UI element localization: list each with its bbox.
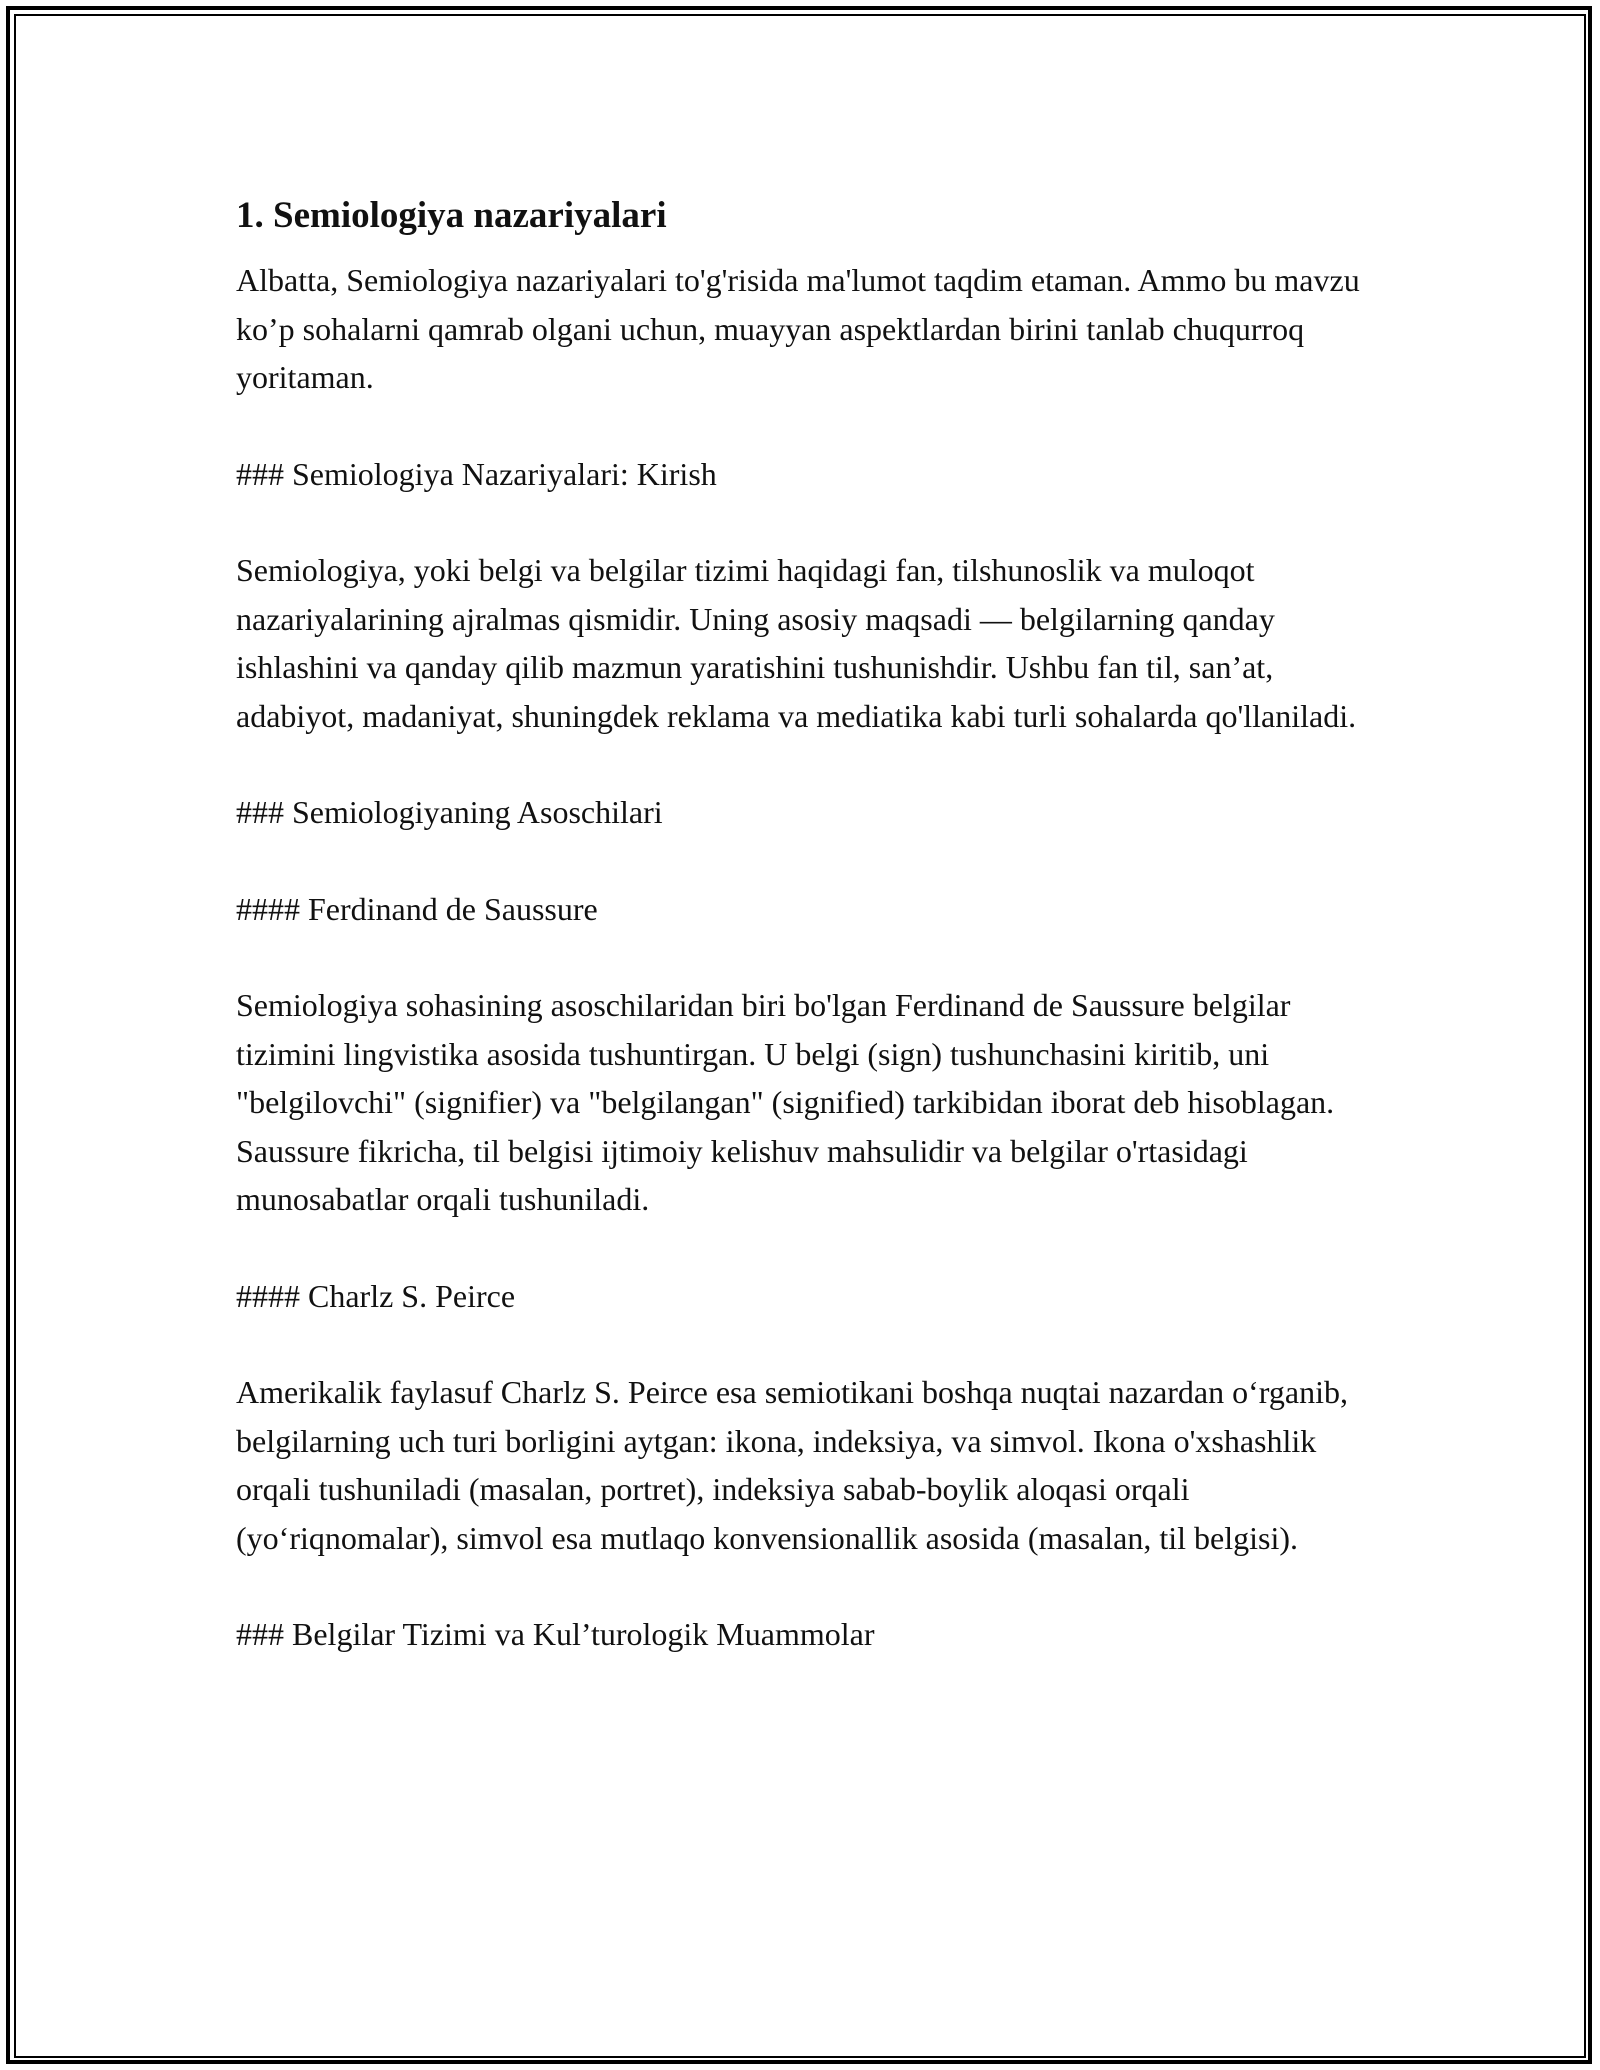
heading-peirce: #### Charlz S. Peirce: [236, 1277, 516, 1314]
spacer: [236, 498, 1386, 546]
spacer: [236, 837, 1386, 885]
spacer: [236, 402, 1386, 450]
spacer: [236, 1562, 1386, 1610]
spacer: [236, 933, 1386, 981]
spacer: [236, 1224, 1386, 1272]
spacer: [236, 1320, 1386, 1368]
intro-paragraph: Albatta, Semiologiya nazariyalari to'g'risida ma'lumot taqdim etaman. Ammo bu mavzu ko’p sohalarni qamrab olgani uchun, muayyan aspektlardan birini tanlab chuqurroq yoritaman.: [236, 262, 1360, 395]
saussure-paragraph: Semiologiya sohasining asoschilaridan biri bo'lgan Ferdinand de Saussure belgilar tizimini lingvistika asosida tushuntirgan. U belgi (sign) tushunchasini kiritib, uni "belgilovchi" (signifier) va "belgilangan" (signified) tarkibidan iborat deb hisoblagan. Saussure fikricha, til belgisi ijtimoiy kelishuv mahsulidir va belgilar o'rtasidagi munosabatlar orqali tushuniladi.: [236, 987, 1335, 1217]
heading-kirish: ### Semiologiya Nazariyalari: Kirish: [236, 455, 717, 492]
document-title: 1. Semiologiya nazariyalari: [236, 195, 667, 236]
heading-asoschilari: ### Semiologiyaning Asoschilari: [236, 794, 663, 830]
heading-saussure: #### Ferdinand de Saussure: [236, 890, 598, 927]
heading-kulturologik: ### Belgilar Tizimi va Kul’turologik Muammolar: [236, 1616, 875, 1652]
spacer: [236, 740, 1386, 788]
document-body: [236, 186, 1386, 1659]
kirish-paragraph: Semiologiya, yoki belgi va belgilar tizimi haqidagi fan, tilshunoslik va muloqot nazariyalarining ajralmas qismidir. Uning asosiy maqsadi — belgilarning qanday ishlashini va qanday qilib mazmun yaratishini tushunishdir. Ushbu fan til, san’at, adabiyot, madaniyat, shuningdek reklama va mediatika kabi turli sohalarda qo'llaniladi.: [236, 552, 1357, 734]
peirce-paragraph: Amerikalik faylasuf Charlz S. Peirce esa semiotikani boshqa nuqtai nazardan o‘rganib, belgilarning uch turi borligini aytgan: ikona, indeksiya, va simvol. Ikona o'xshashlik orqali tushuniladi (masalan, portret), indeksiya sabab-boylik aloqasi orqali (yo‘riqnomalar), simvol esa mutlaqo konvensionallik asosida (masalan, til belgisi).: [236, 1374, 1348, 1556]
